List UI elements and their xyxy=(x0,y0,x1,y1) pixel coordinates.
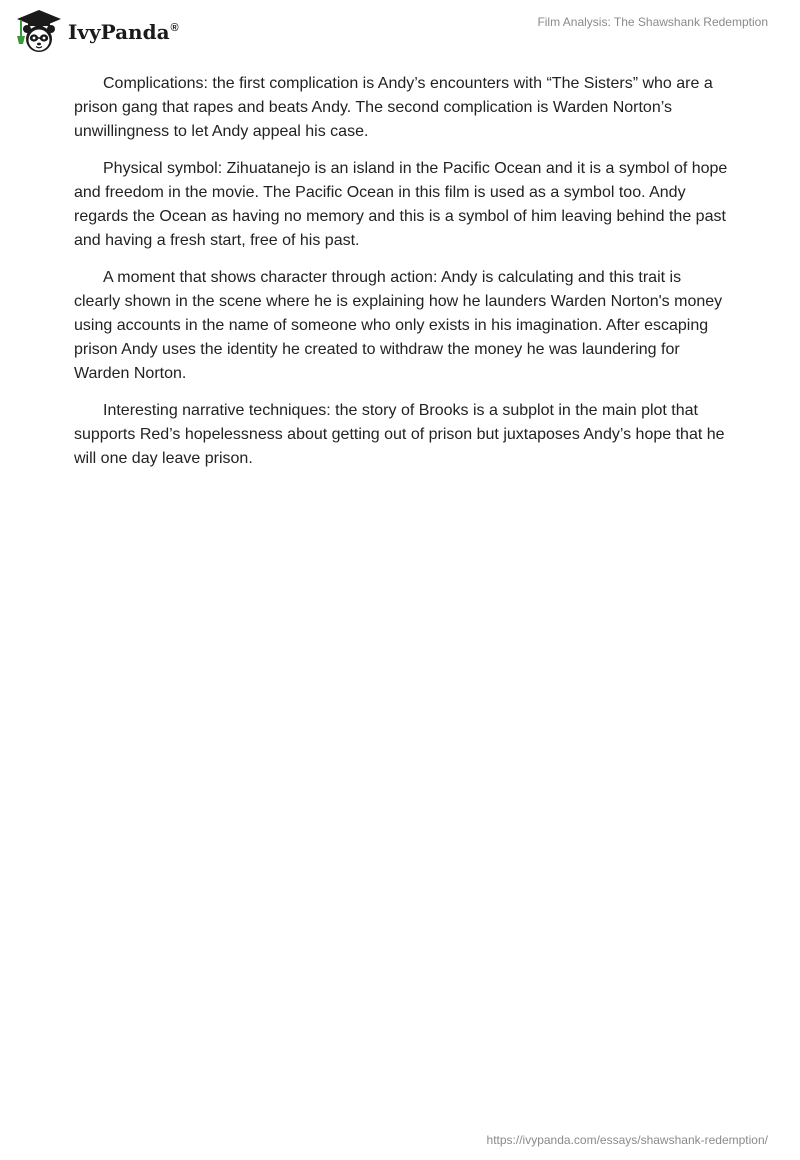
paragraph-character-action: A moment that shows character through action: Andy is calculating and this trait is clearly shown in the scene where he is explaining how he launders Warden Norton's money using accounts in the name of someone who only exists in his imagination. After escaping prison Andy uses the identity he created to withdraw the money he was laundering for Warden Norton. xyxy=(74,269,723,382)
registered-mark: ® xyxy=(170,22,179,35)
page-header xyxy=(0,0,800,60)
essay-body xyxy=(74,72,728,484)
paragraph-narrative-techniques: Interesting narrative techniques: the story of Brooks is a subplot in the main plot that supports Red’s hopelessness about getting out of prison but juxtaposes Andy’s hope that he will one day leave prison. xyxy=(74,402,725,467)
brand-name: IvyPanda® xyxy=(68,20,179,44)
paragraph-physical-symbol: Physical symbol: Zihuatanejo is an island in the Pacific Ocean and it is a symbol of hope and freedom in the movie. The Pacific Ocean in this film is used as a symbol too. Andy regards the Ocean as having no memory and this is a symbol of him leaving behind the past and having a fresh start, free of his past. xyxy=(74,160,728,249)
panda-graduate-icon xyxy=(14,8,64,54)
running-title: Film Analysis: The Shawshank Redemption xyxy=(537,15,768,29)
source-url-link[interactable]: https://ivypanda.com/essays/shawshank-redemption/ xyxy=(486,1133,768,1147)
paragraph-complications: Complications: the first complication is Andy’s encounters with “The Sisters” who are a prison gang that rapes and beats Andy. The second complication is Warden Norton’s unwillingness to let Andy appeal his case. xyxy=(74,75,713,140)
brand-logo[interactable] xyxy=(14,8,179,54)
